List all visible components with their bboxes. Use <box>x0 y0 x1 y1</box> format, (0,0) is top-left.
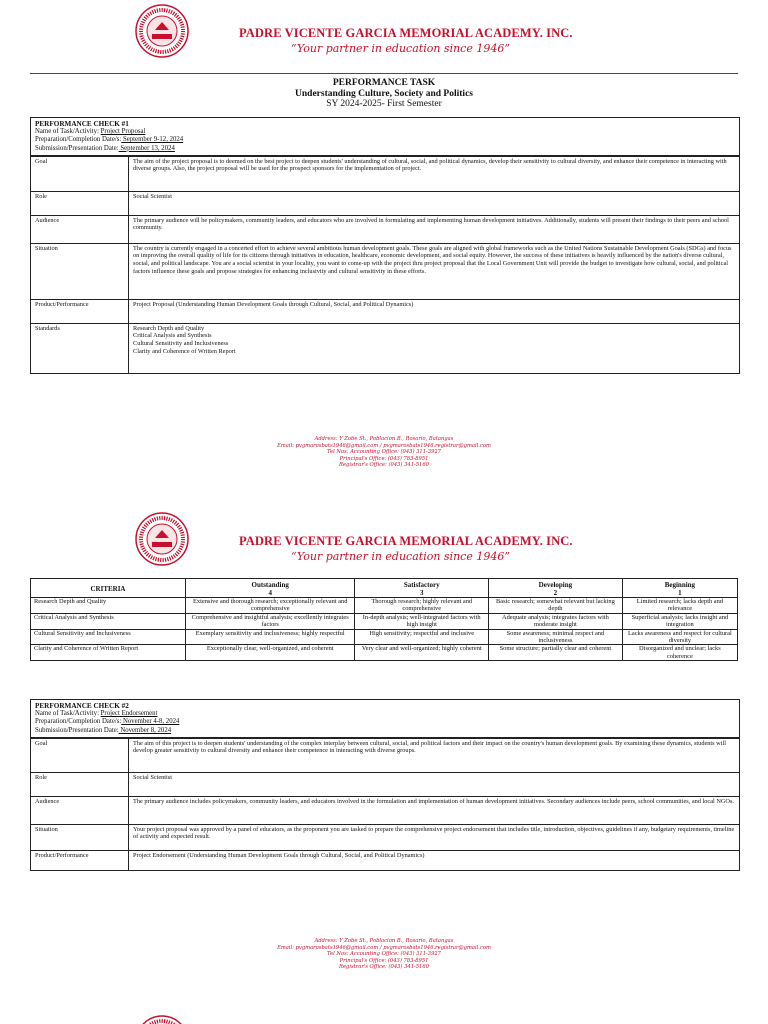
rubric-table <box>30 578 738 661</box>
rubric-cell: Very clear and well-organized; highly coherent <box>355 645 489 661</box>
rubric-cell: In-depth analysis; well-integrated factors with high insight <box>355 613 489 629</box>
task-title: PERFORMANCE TASK <box>332 78 436 88</box>
table-row <box>31 215 739 243</box>
level-header: Developing 2 <box>489 579 623 598</box>
rubric-cell: Limited research; lacks depth and relevance <box>622 598 737 614</box>
row-label: Product/Performance <box>31 850 129 870</box>
page-1 <box>0 0 768 469</box>
row-text: Your project proposal was approved by a panel of educators, as the proponent you are tasked to prepare the comprehensive project endorsement that includes title, introduction, objectives, guidelines if any, budgetary requirements, timeline of activity and expected result. <box>129 824 740 850</box>
check-2-title: PERFORMANCE CHECK #2 <box>35 702 129 710</box>
school-seal-icon <box>135 1015 189 1024</box>
table-row <box>31 772 739 796</box>
performance-check-1 <box>30 117 740 374</box>
check-1-prep-date: Preparation/Completion Date/s: September 9-12, 2024 <box>35 136 184 144</box>
footer-tel: Tel Nos: Accounting Office: (043) 311-3927 <box>327 951 441 958</box>
table-row <box>31 243 739 299</box>
table-row <box>31 323 739 373</box>
criterion: Critical Analysis and Synthesis <box>31 613 186 629</box>
table-row <box>31 598 738 614</box>
rubric-header-row <box>31 579 738 598</box>
rubric-cell: Thorough research; highly relevant and comprehensive <box>355 598 489 614</box>
criterion: Research Depth and Quality <box>31 598 186 614</box>
standard-item: Research Depth and Quality <box>133 324 205 332</box>
rubric-cell: Disorganized and unclear; lacks coherence <box>622 645 737 661</box>
footer-registrar: Registrar's Office: (043) 341-5160 <box>339 462 429 469</box>
footer-address: Address: Y Zobe St., Poblacion B., Rosario, Batangas <box>314 436 454 442</box>
footer-address: Address: Y Zobe St., Poblacion B., Rosario, Batangas <box>314 938 454 944</box>
check-2-prep-date: Preparation/Completion Date/s: November 4-8, 2024 <box>35 718 180 726</box>
row-text: Social Scientist <box>129 772 740 796</box>
table-row <box>31 613 738 629</box>
rubric-cell: Exceptionally clear, well-organized, and coherent <box>186 645 355 661</box>
row-label: Goal <box>31 156 129 191</box>
page-3 <box>0 1012 768 1024</box>
row-label: Situation <box>31 824 129 850</box>
rubric-cell: Some awareness; minimal respect and inclusiveness <box>489 629 623 645</box>
table-row <box>31 191 739 215</box>
row-text: The aim of the project proposal is to deemed on the best project to deepen students' understanding of cultural, social, and political dynamics, develop their sensitivity to cultural diversity, and enhance their competence in interacting with diverse groups. Also, the project proposal will be used for the prospect sponsors for the implementation of project. <box>129 156 740 191</box>
row-label: Audience <box>31 215 129 243</box>
table-row <box>31 629 738 645</box>
rubric-cell: Superficial analysis; lacks insight and integration <box>622 613 737 629</box>
page-2 <box>0 508 768 971</box>
table-row <box>31 738 739 772</box>
rubric-cell: Some structure; partially clear and coherent <box>489 645 623 661</box>
check-2-table <box>31 738 739 871</box>
rubric-cell: Comprehensive and insightful analysis; excellently integrates factors <box>186 613 355 629</box>
rubric-cell: Basic research; somewhat relevant but lacking depth <box>489 598 623 614</box>
footer-email: Email: pvgmarosbats1946@gmail.com / pvgmarosbats1946.registrar@gmail.com <box>277 442 491 449</box>
school-motto: “Your partner in education since 1946” <box>291 550 510 563</box>
school-seal-icon <box>135 512 189 566</box>
standards-list <box>129 323 740 373</box>
level-header: Beginning 1 <box>622 579 737 598</box>
check-1-header <box>31 118 739 156</box>
task-title-block <box>0 78 768 110</box>
rubric-cell: High sensitivity; respectful and inclusive <box>355 629 489 645</box>
school-header <box>0 508 768 586</box>
school-name: PADRE VICENTE GARCIA MEMORIAL ACADEMY. INC. <box>239 26 573 40</box>
row-text: The primary audience includes policymakers, community leaders, and educators involved in the formulation and implementation of human development initiatives. Secondary audiences include peers, school communities, and local NGOs. <box>129 796 740 824</box>
check-2-sub-date: Submission/Presentation Date: November 8, 2024 <box>35 726 172 734</box>
page-2-footer <box>0 938 768 971</box>
task-subject: Understanding Culture, Society and Politics <box>295 88 473 99</box>
check-1-sub-date: Submission/Presentation Date: September 13, 2024 <box>35 144 175 152</box>
check-2-header <box>31 700 739 738</box>
footer-principal: Principal's Office: (043) 783-8951 <box>339 957 429 964</box>
footer-registrar: Registrar's Office: (043) 341-5160 <box>339 964 429 971</box>
page-1-footer <box>0 436 768 469</box>
rubric-cell: Exemplary sensitivity and inclusiveness; highly respectful <box>186 629 355 645</box>
table-row <box>31 645 738 661</box>
performance-check-2 <box>30 699 740 871</box>
row-label: Goal <box>31 738 129 772</box>
table-row <box>31 796 739 824</box>
criterion: Cultural Sensitivity and Inclusiveness <box>31 629 186 645</box>
criteria-header: CRITERIA <box>31 579 186 598</box>
task-term: SY 2024-2025- First Semester <box>326 99 442 109</box>
check-2-task-name: Name of Task/Activity: Project Endorsement <box>35 710 158 718</box>
row-label: Product/Performance <box>31 299 129 323</box>
row-text: The aim of this project is to deepen students' understanding of the complex interplay between cultural, social, and political factors and their impact on the country's human development goals. By examining these dynamics, students will develop greater sensitivity to cultural diversity and enhance their competence in interacting with diverse groups. <box>129 738 740 772</box>
row-text: Project Endorsement (Understanding Human Development Goals through Cultural, Social, and Political Dynamics) <box>129 850 740 870</box>
table-row <box>31 850 739 870</box>
level-header: Satisfactory 3 <box>355 579 489 598</box>
standard-item: Clarity and Coherence of Written Report <box>133 347 236 355</box>
table-row <box>31 156 739 191</box>
table-row <box>31 299 739 323</box>
header-divider <box>30 73 738 74</box>
row-text: Social Scientist <box>129 191 740 215</box>
rubric-cell: Extensive and thorough research; exceptionally relevant and comprehensive <box>186 598 355 614</box>
check-1-title: PERFORMANCE CHECK #1 <box>35 120 129 128</box>
standard-item: Cultural Sensitivity and Inclusiveness <box>133 340 229 347</box>
row-text: The primary audience will be policymakers, community leaders, and educators who are involved in formulating and implementing human development initiatives. Additionally, students will present their findings to their peers and school community. <box>129 215 740 243</box>
row-text: Project Proposal (Understanding Human Development Goals through Cultural, Social, and Political Dynamics) <box>129 299 740 323</box>
level-header: Outstanding 4 <box>186 579 355 598</box>
row-text: The country is currently engaged in a concerted effort to achieve several ambitious human development goals. These goals are aligned with global frameworks such as the United Nations Sustainable Development Goals (SDGs) and focus on improving the overall quality of life for its citizens through initiatives in education, healthcare, economic development, and social equity. However, the success of these initiatives is heavily influenced by the nation's diverse cultural, social, and political landscape. You are a social scientist in your locality, you want to come-up with the project thru project proposal that the Local Government Unit will provide the budget to investigate how cultural, social, and political factors influence these goals and propose strategies for enhancing inclusivity and cultural sensitivity in these efforts. <box>129 243 740 299</box>
footer-principal: Principal's Office: (043) 783-8951 <box>339 455 429 462</box>
school-motto: “Your partner in education since 1946” <box>291 42 510 55</box>
rubric-cell: Adequate analysis; integrates factors with moderate insight <box>489 613 623 629</box>
row-label: Situation <box>31 243 129 299</box>
criterion: Clarity and Coherence of Written Report <box>31 645 186 661</box>
rubric-cell: Lacks awareness and respect for cultural diversity <box>622 629 737 645</box>
school-name: PADRE VICENTE GARCIA MEMORIAL ACADEMY. INC. <box>239 534 573 548</box>
school-seal-icon <box>135 4 189 58</box>
standard-item: Critical Analysis and Synthesis <box>133 332 212 340</box>
footer-tel: Tel Nos: Accounting Office: (043) 311-3927 <box>327 449 441 456</box>
school-header <box>0 0 768 78</box>
row-label: Role <box>31 191 129 215</box>
row-label: Role <box>31 772 129 796</box>
row-label: Audience <box>31 796 129 824</box>
footer-email: Email: pvgmarosbats1946@gmail.com / pvgmarosbats1946.registrar@gmail.com <box>277 944 491 951</box>
check-1-task-name: Name of Task/Activity: Project Proposal <box>35 128 146 136</box>
row-label: Standards <box>31 323 129 373</box>
table-row <box>31 824 739 850</box>
check-1-table <box>31 156 739 374</box>
